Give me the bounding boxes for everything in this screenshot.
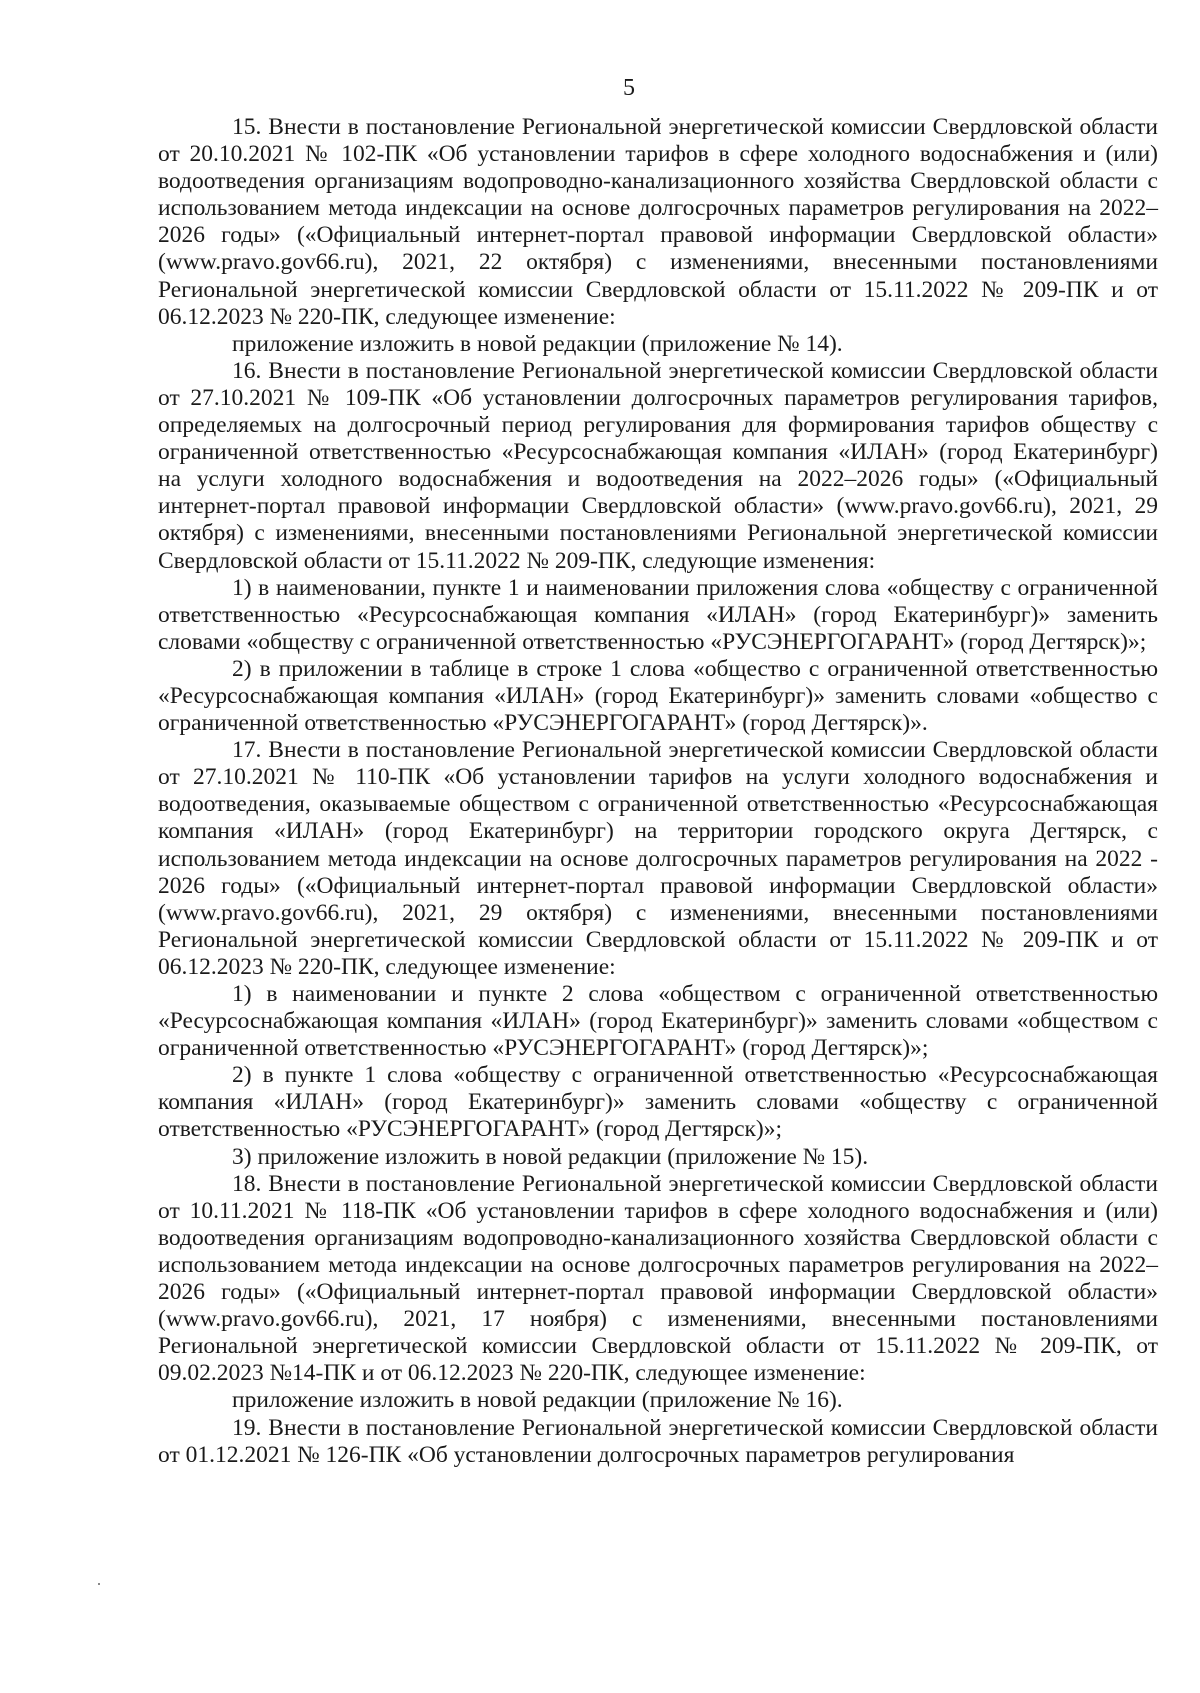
paragraph-16-item-2: 2) в приложении в таблице в строке 1 слова «общество с ограниченной ответственностью «Ресурсоснабжающая компания «ИЛАН» (город Екатеринбург)» заменить словами «общество с ограниченной ответственностью «РУСЭНЕРГОГАРАНТ» (город Дегтярск)». (158, 655, 1158, 737)
paragraph-17: 17. Внести в постановление Региональной энергетической комиссии Свердловской области от 27.10.2021 № 110-ПК «Об установлении тарифов на услуги холодного водоснабжения и водоотведения, оказываемые обществом с ограниченной ответственностью «Ресурсоснабжающая компания «ИЛАН» (город Екатеринбург) на территории городского округа Дегтярск, с использованием метода индексации на основе долгосрочных параметров регулирования на 2022 - 2026 годы» («Официальный интернет-портал правовой информации Свердловской области» (www.pravo.gov66.ru), 2021, 29 октября) с изменениями, внесенными постановлениями Региональной энергетической комиссии Свердловской области от 15.11.2022 № 209-ПК и от 06.12.2023 № 220-ПК, следующее изменение: (158, 737, 1158, 980)
document-body (158, 114, 1158, 1469)
paragraph-17-item-3: 3) приложение изложить в новой редакции (приложение № 15). (232, 1143, 869, 1170)
paragraph-16-item-1: 1) в наименовании, пункте 1 и наименовании приложения слова «обществу с ограниченной ответственностью «Ресурсоснабжающая компания «ИЛАН» (город Екатеринбург)» заменить словами «обществу с ограниченной ответственностью «РУСЭНЕРГОГАРАНТ» (город Дегтярск)»; (158, 574, 1158, 655)
page-number: 5 (623, 75, 635, 101)
paragraph-17-item-1: 1) в наименовании и пункте 2 слова «обществом с ограниченной ответственностью «Ресурсоснабжающая компания «ИЛАН» (город Екатеринбург)» заменить словами «обществом с ограниченной ответственностью «РУСЭНЕРГОГАРАНТ» (город Дегтярск)»; (158, 981, 1158, 1062)
paragraph-15-change: приложение изложить в новой редакции (приложение № 14). (232, 330, 843, 357)
paragraph-18: 18. Внести в постановление Региональной энергетической комиссии Свердловской области от 10.11.2021 № 118-ПК «Об установлении тарифов в сфере холодного водоснабжения и (или) водоотведения организациям водопроводно-канализационного хозяйства Свердловской области с использованием метода индексации на основе долгосрочных параметров регулирования на 2022–2026 годы» («Официальный интернет-портал правовой информации Свердловской области» (www.pravo.gov66.ru), 2021, 17 ноября) с изменениями, внесенными постановлениями Региональной энергетической комиссии Свердловской области от 15.11.2022 № 209-ПК, от 09.02.2023 №14-ПК и от 06.12.2023 № 220-ПК, следующее изменение: (158, 1170, 1158, 1387)
paragraph-17-item-2: 2) в пункте 1 слова «обществу с ограниченной ответственностью «Ресурсоснабжающая компания «ИЛАН» (город Екатеринбург)» заменить словами «обществу с ограниченной ответственностью «РУСЭНЕРГОГАРАНТ» (город Дегтярск)»; (158, 1062, 1158, 1143)
paragraph-19: 19. Внести в постановление Региональной энергетической комиссии Свердловской области от 01.12.2021 № 126-ПК «Об установлении долгосрочных параметров регулирования (158, 1414, 1158, 1468)
paragraph-15: 15. Внести в постановление Региональной энергетической комиссии Свердловской области от 20.10.2021 № 102-ПК «Об установлении тарифов в сфере холодного водоснабжения и (или) водоотведения организациям водопроводно-канализационного хозяйства Свердловской области с использованием метода индексации на основе долгосрочных параметров регулирования на 2022–2026 годы» («Официальный интернет-портал правовой информации Свердловской области» (www.pravo.gov66.ru), 2021, 22 октября) с изменениями, внесенными постановлениями Региональной энергетической комиссии Свердловской области от 15.11.2022 № 209-ПК и от 06.12.2023 № 220-ПК, следующее изменение: (158, 114, 1158, 330)
paragraph-16: 16. Внести в постановление Региональной энергетической комиссии Свердловской области от 27.10.2021 № 109-ПК «Об установлении долгосрочных параметров регулирования тарифов, определяемых на долгосрочный период регулирования для формирования тарифов обществу с ограниченной ответственностью «Ресурсоснабжающая компания «ИЛАН» (город Екатеринбург) на услуги холодного водоснабжения и водоотведения на 2022–2026 годы» («Официальный интернет-портал правовой информации Свердловской области» (www.pravo.gov66.ru), 2021, 29 октября) с изменениями, внесенными постановлениями Региональной энергетической комиссии Свердловской области от 15.11.2022 № 209-ПК, следующие изменения: (158, 357, 1158, 574)
scan-speck (98, 1583, 100, 1585)
paragraph-18-change: приложение изложить в новой редакции (приложение № 16). (232, 1387, 843, 1414)
